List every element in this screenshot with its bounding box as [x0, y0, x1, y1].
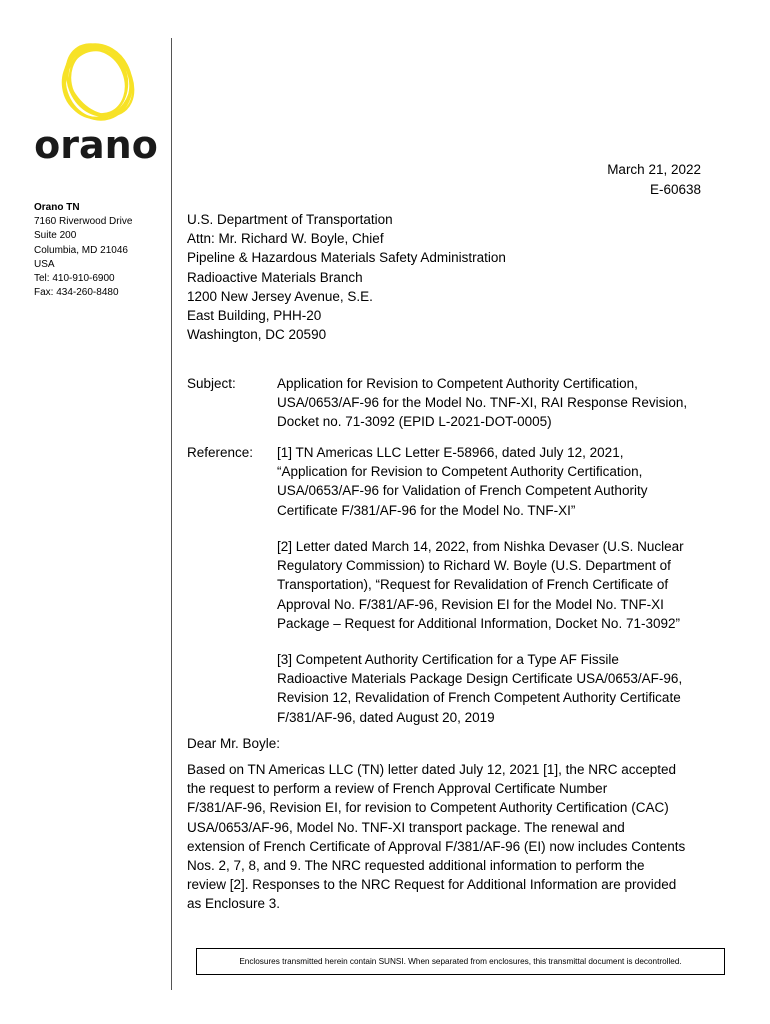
reference-line: Approval No. F/381/AF-96, Revision EI for the Model No. TNF-XI — [277, 596, 664, 612]
body-line: extension of French Certificate of Approval F/381/AF-96 (EI) now includes Contents — [187, 838, 686, 854]
body-paragraph — [187, 760, 707, 914]
reference-line: Regulatory Commission) to Richard W. Boyle (U.S. Department of — [277, 558, 671, 574]
reference-item-1 — [277, 443, 707, 520]
recipient-line: Washington, DC 20590 — [187, 327, 327, 343]
salutation: Dear Mr. Boyle: — [187, 736, 281, 751]
subject-line: Docket no. 71-3092 (EPID L-2021-DOT-0005) — [277, 414, 552, 430]
recipient-line: U.S. Department of Transportation — [187, 212, 393, 227]
subject-label: Subject: — [187, 376, 236, 391]
subject-text — [277, 374, 707, 432]
footer-notice — [196, 948, 725, 975]
sender-company: Orano TN — [34, 202, 80, 213]
reference-line: Radioactive Materials Package Design Certificate USA/0653/AF-96, — [277, 671, 683, 687]
reference-line: Package – Request for Additional Information, Docket No. 71-3092” — [277, 615, 680, 631]
logo-wordmark: orano — [34, 123, 158, 166]
reference-line: [1] TN Americas LLC Letter E-58966, dated July 12, 2021, — [277, 445, 624, 460]
sender-line: USA — [34, 258, 55, 270]
reference-item-2 — [277, 537, 707, 633]
footer-notice-text: Enclosures transmitted herein contain SUNSI. When separated from enclosures, this transmittal document is decontrolled. — [239, 957, 682, 966]
sender-address — [34, 201, 132, 300]
recipient-address — [187, 210, 506, 344]
reference-label: Reference: — [187, 445, 254, 460]
body-line: Nos. 2, 7, 8, and 9. The NRC requested additional information to perform the — [187, 858, 645, 874]
sidebar-divider — [171, 38, 172, 990]
body-line: Based on TN Americas LLC (TN) letter dated July 12, 2021 [1], the NRC accepted — [187, 762, 676, 777]
sender-line: Suite 200 — [34, 230, 77, 242]
reference-line: Revision 12, Revalidation of French Competent Authority Certificate — [277, 690, 681, 706]
recipient-line: Pipeline & Hazardous Materials Safety Administration — [187, 250, 506, 266]
recipient-line: Attn: Mr. Richard W. Boyle, Chief — [187, 231, 384, 247]
body-line: review [2]. Responses to the NRC Request for Additional Information are provided — [187, 877, 677, 893]
orano-logo — [34, 36, 158, 166]
reference-line: USA/0653/AF-96 for Validation of French Competent Authority — [277, 483, 648, 499]
logo-ring-icon — [53, 36, 147, 129]
sender-phone: Tel: 410-910-6900 — [34, 273, 115, 285]
sender-fax: Fax: 434-260-8480 — [34, 287, 119, 299]
reference-line: [3] Competent Authority Certification for a Type AF Fissile — [277, 652, 619, 667]
subject-line: Application for Revision to Competent Authority Certification, — [277, 376, 638, 391]
reference-line: [2] Letter dated March 14, 2022, from Nishka Devaser (U.S. Nuclear — [277, 539, 684, 554]
body-line: as Enclosure 3. — [187, 896, 281, 912]
sender-line: 7160 Riverwood Drive — [34, 216, 133, 228]
body-line: USA/0653/AF-96, Model No. TNF-XI transport package. The renewal and — [187, 819, 625, 835]
letter-date: March 21, 2022 — [607, 162, 701, 177]
date-block — [607, 160, 701, 199]
body-line: F/381/AF-96, Revision EI, for revision to Competent Authority Certification (CAC) — [187, 800, 669, 816]
reference-item-3 — [277, 650, 707, 727]
sender-line: Columbia, MD 21046 — [34, 244, 128, 256]
letter-ref-number: E-60638 — [649, 181, 701, 197]
reference-line: Transportation), “Request for Revalidation of French Certificate of — [277, 577, 669, 593]
recipient-line: Radioactive Materials Branch — [187, 269, 363, 285]
reference-line: “Application for Revision to Competent Authority Certification, — [277, 464, 643, 480]
body-line: the request to perform a review of French Approval Certificate Number — [187, 781, 608, 797]
reference-line: Certificate F/381/AF-96 for the Model No. TNF-XI” — [277, 502, 576, 518]
reference-line: F/381/AF-96, dated August 20, 2019 — [277, 709, 495, 725]
recipient-line: 1200 New Jersey Avenue, S.E. — [187, 288, 373, 304]
recipient-line: East Building, PHH-20 — [187, 308, 322, 324]
subject-line: USA/0653/AF-96 for the Model No. TNF-XI, RAI Response Revision, — [277, 395, 688, 411]
